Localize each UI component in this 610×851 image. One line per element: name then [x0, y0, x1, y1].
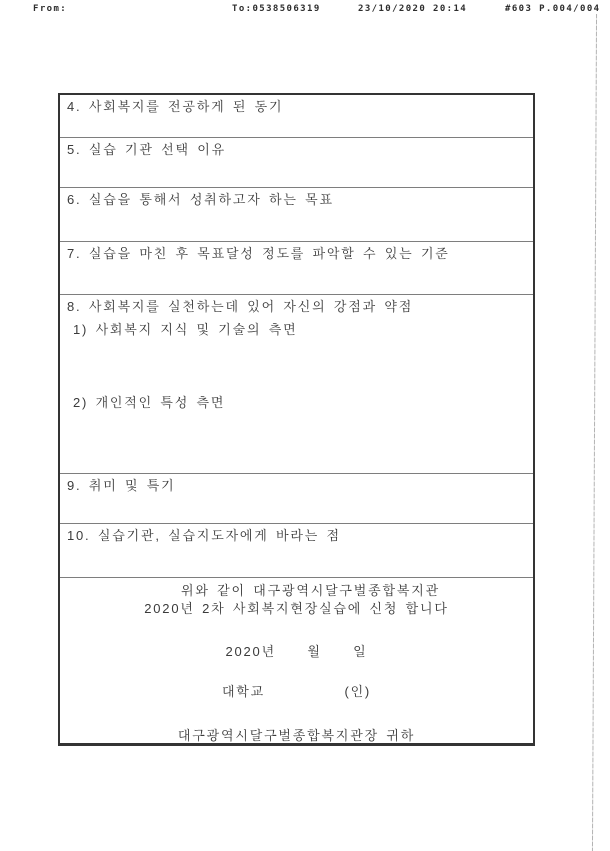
fax-datetime: 23/10/2020 20:14 — [358, 4, 468, 14]
form-footer — [60, 577, 533, 743]
form-item-8-sub-2: 2) 개인적인 특성 측면 — [73, 395, 226, 410]
form-item-10 — [60, 523, 533, 577]
form-item-5-label: 5. 실습 기관 선택 이유 — [67, 142, 226, 157]
seal-placeholder: (인) — [344, 684, 372, 699]
form-item-9-label: 9. 취미 및 특기 — [67, 478, 176, 493]
form-item-8-label: 8. 사회복지를 실천하는데 있어 자신의 강점과 약점 — [67, 299, 414, 314]
scan-artifact-line — [592, 14, 597, 851]
fax-to-number: To:0538506319 — [232, 4, 321, 14]
fax-from-label: From: — [33, 4, 68, 14]
date-day: 일 — [353, 644, 368, 659]
signature-line — [60, 684, 533, 700]
form-item-4 — [60, 95, 533, 137]
form-item-9 — [60, 473, 533, 523]
statement-line-1: 위와 같이 대구광역시달구벌종합복지관 — [181, 583, 440, 598]
fax-page-info: #603 P.004/004 — [505, 4, 601, 14]
signer-university: 대학교 — [221, 684, 266, 699]
form-item-8 — [60, 294, 533, 473]
form-item-4-label: 4. 사회복지를 전공하게 된 동기 — [67, 99, 284, 114]
form-item-8-sub-1: 1) 사회복지 지식 및 기술의 측면 — [73, 322, 298, 337]
form-item-6 — [60, 187, 533, 241]
date-line — [60, 644, 533, 660]
statement-line-2: 2020년 2차 사회복지현장실습에 신청 합니다 — [144, 601, 449, 616]
recipient-line: 대구광역시달구벌종합복지관장 귀하 — [177, 728, 416, 743]
application-form-box — [58, 93, 535, 746]
form-item-10-label: 10. 실습기관, 실습지도자에게 바라는 점 — [67, 528, 341, 543]
form-item-7-label: 7. 실습을 마친 후 목표달성 정도를 파악할 수 있는 기준 — [67, 246, 450, 261]
form-item-5 — [60, 137, 533, 187]
date-year: 2020년 — [225, 644, 276, 659]
form-item-7 — [60, 241, 533, 294]
date-month: 월 — [307, 644, 322, 659]
form-item-6-label: 6. 실습을 통해서 성취하고자 하는 목표 — [67, 192, 334, 207]
